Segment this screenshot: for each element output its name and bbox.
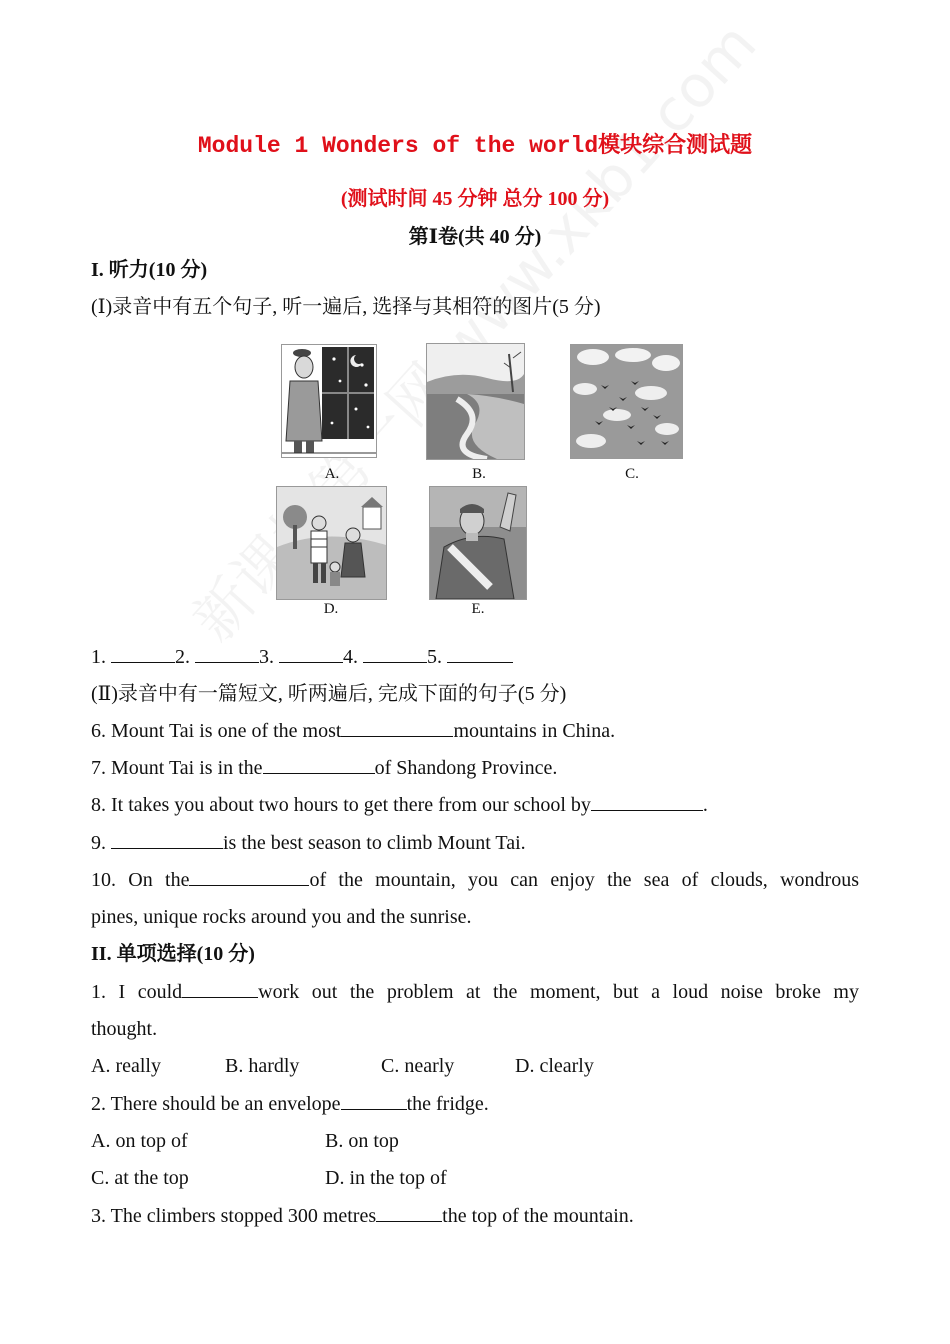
question-10-continued: pines, unique rocks around you and the sunrise. xyxy=(91,906,472,928)
caption-a: A. xyxy=(324,466,340,482)
blank-q6[interactable] xyxy=(341,716,453,737)
blank-mc3[interactable] xyxy=(376,1201,442,1222)
blank-q9[interactable] xyxy=(111,828,223,849)
option-2d[interactable]: D. in the top of xyxy=(325,1167,447,1189)
question-10: 10. On the of the mountain, you can enjoy the sea of clouds, wondrous xyxy=(91,862,859,899)
caption-b: B. xyxy=(472,466,486,482)
mc-question-3: 3. The climbers stopped 300 metres the top of the mountain. xyxy=(91,1198,859,1235)
answer-blank-4[interactable] xyxy=(363,642,427,663)
picture-b-river xyxy=(426,343,525,460)
picture-d-family xyxy=(276,486,387,600)
question-7: 7. Mount Tai is in the of Shandong Province. xyxy=(91,750,859,787)
answer-blank-2[interactable] xyxy=(195,642,259,663)
answer-blank-1[interactable] xyxy=(111,642,175,663)
answer-blank-5[interactable] xyxy=(447,642,513,663)
mc-question-1: 1. I could work out the problem at the moment, but a loud noise broke my xyxy=(91,974,859,1011)
blank-mc2[interactable] xyxy=(341,1089,407,1110)
option-2c[interactable]: C. at the top xyxy=(91,1167,189,1189)
page-title xyxy=(0,128,950,159)
caption-e: E. xyxy=(471,601,485,617)
answer-blank-3[interactable] xyxy=(279,642,343,663)
part-2-instruction: (Ⅱ)录音中有一篇短文, 听两遍后, 完成下面的句子(5 分) xyxy=(91,683,567,705)
picture-c-clouds-birds xyxy=(570,344,683,459)
page-subtitle: (测试时间 45 分钟 总分 100 分) xyxy=(340,188,610,210)
answer-line-1-5: 1. 2. 3. 4. 5. xyxy=(91,639,859,676)
option-1d[interactable]: D. clearly xyxy=(515,1055,594,1077)
volume-heading: 第Ⅰ卷(共 40 分) xyxy=(408,226,542,248)
part-1-instruction: (Ⅰ)录音中有五个句子, 听一遍后, 选择与其相符的图片(5 分) xyxy=(91,296,601,318)
question-8: 8. It takes you about two hours to get there from our school by . xyxy=(91,787,859,824)
blank-q8[interactable] xyxy=(591,790,703,811)
blank-q7[interactable] xyxy=(263,753,375,774)
title-en: Module 1 Wonders of the world xyxy=(197,133,599,159)
option-2a[interactable]: A. on top of xyxy=(91,1130,188,1152)
caption-d: D. xyxy=(323,601,339,617)
mc-question-2: 2. There should be an envelope the fridge. xyxy=(91,1086,859,1123)
picture-a-man-at-window xyxy=(281,344,377,458)
picture-e-soldier-portrait xyxy=(429,486,527,600)
caption-c: C. xyxy=(625,466,639,482)
section-1-heading: I. 听力(10 分) xyxy=(91,259,208,281)
option-2b[interactable]: B. on top xyxy=(325,1130,399,1152)
option-1b[interactable]: B. hardly xyxy=(225,1055,300,1077)
blank-q10[interactable] xyxy=(189,865,309,886)
question-9: 9. is the best season to climb Mount Tai. xyxy=(91,825,859,862)
mc-question-1-continued: thought. xyxy=(91,1018,158,1040)
title-cn: 模块综合测试题 xyxy=(598,133,753,158)
section-2-heading: II. 单项选择(10 分) xyxy=(91,943,255,965)
blank-mc1[interactable] xyxy=(182,977,258,998)
option-1a[interactable]: A. really xyxy=(91,1055,161,1077)
question-6: 6. Mount Tai is one of the most mountains in China. xyxy=(91,713,859,750)
option-1c[interactable]: C. nearly xyxy=(381,1055,455,1077)
